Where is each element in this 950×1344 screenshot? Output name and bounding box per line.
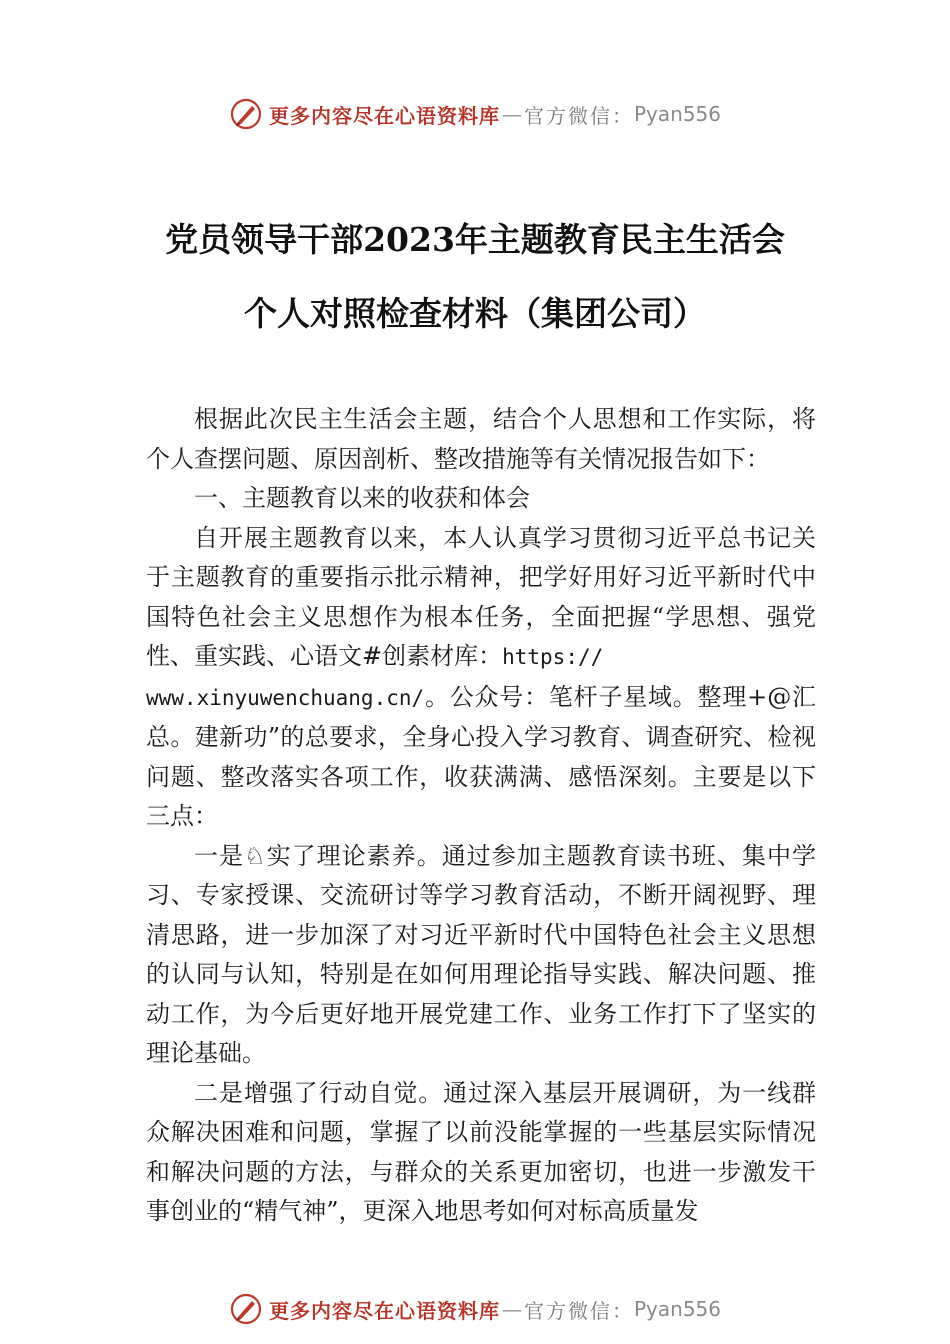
document-title-line-1: 党员领导干部2023年主题教育民主生活会: [165, 220, 785, 259]
banner-label: 官方微信：: [523, 103, 634, 128]
intro-paragraph: 根据此次民主生活会主题，结合个人思想和工作实际，将个人查摆问题、原因剖析、整改措施等有关情况报告如下：: [146, 405, 816, 473]
paragraph-1-url-part-2: www.xinyuwenchuang.cn/: [146, 685, 425, 710]
header-watermark-banner: [0, 94, 950, 134]
quill-pen-icon: [229, 97, 263, 131]
banner-dash: —: [501, 1297, 522, 1321]
paragraph-1-url-part-1: https://: [502, 645, 604, 669]
paragraph-2: 一是♘实了理论素养。通过参加主题教育读书班、集中学习、专家授课、交流研讨等学习教育活动，不断开阔视野、理清思路，进一步加深了对习近平新时代中国特色社会主义思想的认同与认知，特别是在如何用理论指导实践、解决问题、推动工作，为今后更好地开展党建工作、业务工作打下了坚实的理论基础。: [146, 841, 816, 1067]
quill-pen-icon: [229, 1292, 263, 1326]
banner-handle: Pyan556: [633, 1297, 721, 1321]
banner-site-name: 更多内容尽在心语资料库: [268, 1298, 500, 1323]
banner-site-name: 更多内容尽在心语资料库: [268, 103, 500, 128]
document-title-line-2: 个人对照检查材料（集团公司）: [244, 294, 706, 333]
paragraph-3: 二是增强了行动自觉。通过深入基层开展调研，为一线群众解决困难和问题，掌握了以前没能掌握的一些基层实际情况和解决问题的方法，与群众的关系更加密切，也进一步激发干事创业的“精气神”，更深入地思考如何对标高质量发: [146, 1078, 816, 1225]
paragraph-1-text-b: 。公众号：笔杆子星域。整理+@汇总。建新功”的总要求，全身心投入学习教育、调查研究、检视问题、整改落实各项工作，收获满满、感悟深刻。主要是以下三点：: [146, 682, 816, 830]
section-heading-1: 一、主题教育以来的收获和体会: [194, 484, 530, 512]
paragraph-1: [146, 519, 816, 837]
banner-handle: Pyan556: [633, 102, 721, 126]
footer-watermark-banner: [0, 1289, 950, 1329]
paragraph-1-text-a: 自开展主题教育以来，本人认真学习贯彻习近平总书记关于主题教育的重要指示批示精神，把学好用好习近平新时代中国特色社会主义思想作为根本任务，全面把握“学思想、强党性、重实践、心语文#创素材库：: [146, 523, 816, 670]
banner-dash: —: [501, 102, 522, 126]
banner-label: 官方微信：: [523, 1298, 634, 1323]
document-body: [146, 400, 816, 1232]
